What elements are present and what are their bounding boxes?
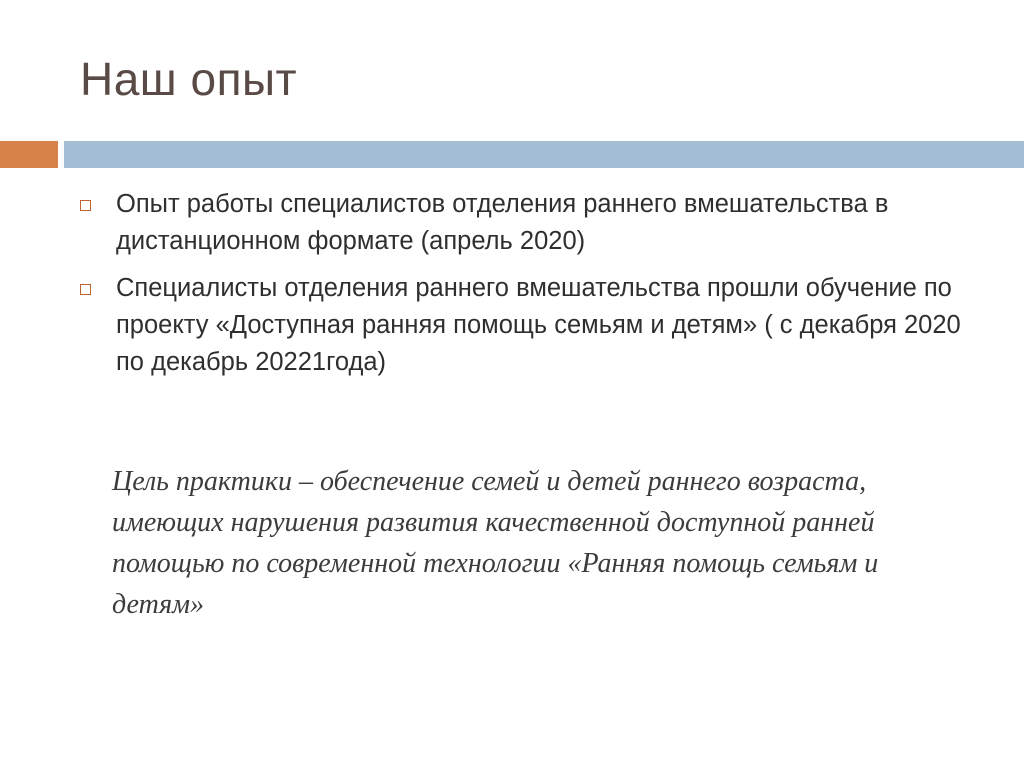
accent-bar: [0, 141, 58, 168]
title-divider-bar: [64, 141, 1024, 168]
bullet-text: Специалисты отделения раннего вмешательства прошли обучение по проекту «Доступная ранняя помощь семьям и детям» ( с декабря 2020 по декабрь 20221года): [116, 274, 961, 376]
bullet-text: Опыт работы специалистов отделения раннего вмешательства в дистанционном формате (апрель 2020): [116, 190, 889, 255]
goal-statement: Цель практики – обеспечение семей и детей раннего возраста, имеющих нарушения развития качественной доступной ранней помощью по современной технологии «Ранняя помощь семьям и детям»: [112, 466, 879, 620]
slide-title: Наш опыт: [80, 53, 298, 105]
bullet-item: [80, 270, 980, 381]
bullet-item: [80, 186, 980, 260]
bullet-list: [80, 186, 980, 391]
square-bullet-icon: [80, 200, 91, 211]
square-bullet-icon: [80, 284, 91, 295]
